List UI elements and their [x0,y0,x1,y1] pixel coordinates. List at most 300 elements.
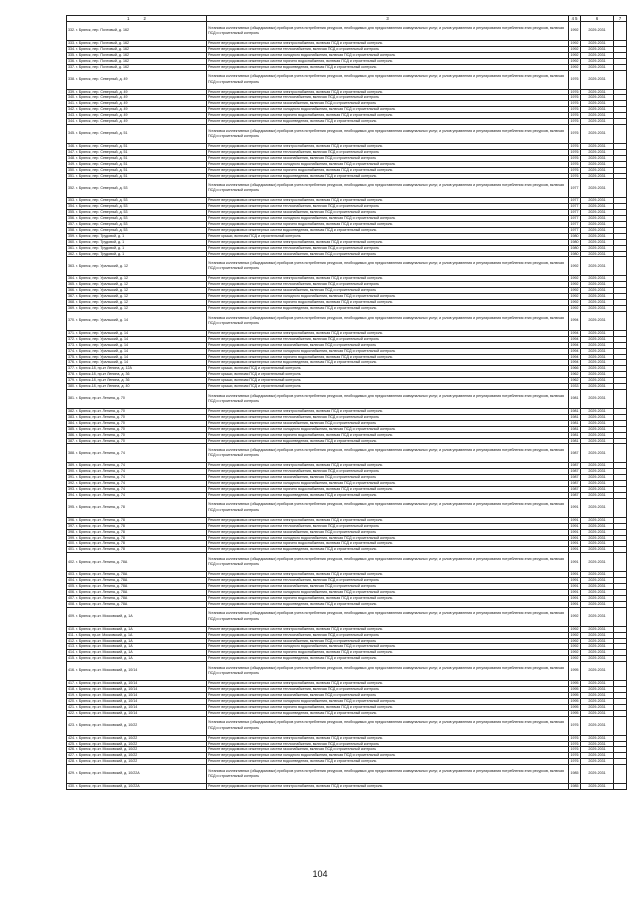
address-text: г. Брянск, пер. Северный, д. 53 [76,185,128,190]
work-type-cell: Ремонт внутридомовых инженерных систем водоотведения, включая ПСД и строительный контроль [207,119,569,125]
row-number: 361. [68,245,75,250]
year-cell: 1995 [570,692,579,697]
row-number: 388. [68,450,75,455]
row-number: 429. [68,771,75,776]
row-number: 404. [68,578,75,583]
row-number: 376. [68,360,75,365]
period-cell: 2029-2031 [581,336,614,342]
row-number: 405. [68,584,75,589]
year-cell: 1991 [570,535,579,540]
year-cell: 1992 [570,626,579,631]
period-cell: 2029-2031 [581,716,614,735]
period-cell: 2029-2031 [581,692,614,698]
row-number: 340. [68,95,75,100]
year-cell: 1991 [570,572,579,577]
period-cell: 2029-2031 [581,342,614,348]
table-row [67,662,627,681]
period-cell: 2029-2031 [581,632,614,638]
address-cell [67,607,207,626]
row-number: 350. [68,167,75,172]
year-cell: 1991 [570,584,579,589]
address-text: г. Брянск, пер. Северный, д. 51 [76,131,128,136]
row-number: 402. [68,559,75,564]
address-text: г. Брянск, пр-кт. Московский, д. 1А [76,614,133,619]
address-text: г. Брянск, пр-кт. Ленина, д. 78 [76,535,125,540]
row-number: 414. [68,650,75,655]
work-type-cell: Ремонт внутридомовых инженерных систем холодного водоснабжения, включая ПСД и строительный контроль [207,294,569,300]
address-text: г. Брянск, пер. Уральский, д. 14 [76,354,128,359]
year-cell: 1976 [570,753,579,758]
work-type-cell: Ремонт внутридомовых инженерных систем холодного водоснабжения, включая ПСД и строительный контроль [207,698,569,704]
year-cell: 1977 [570,210,579,215]
year-cell: 1980 [570,239,579,244]
year-cell: 1992 [570,288,579,293]
period-cell: 2029-2031 [581,222,614,228]
address-text: г. Брянск, пер. Северный, д. 53 [76,222,128,227]
address-text: г. Брянск, пр-кт. Ленина, д. 78 [76,523,125,528]
year-cell: 1976 [569,716,581,735]
year-cell: 1981 [570,414,579,419]
year-cell: 1991 [570,595,579,600]
address-text: г. Брянск, пр-кт. Московский, д. 10/14 [76,692,138,697]
address-text: г. Брянск, пр-кт. Московский, д. 1А [76,626,133,631]
row-number: 430. [68,784,75,789]
row-number: 383. [68,414,75,419]
period-cell: 2029-2031 [581,747,614,753]
period-cell: 2029-2031 [581,607,614,626]
address-text: г. Брянск, пр-кт. Ленина, д. 70 [76,426,125,431]
row-number: 407. [68,595,75,600]
work-type-cell: Ремонт внутридомовых инженерных систем электроснабжения, включая ПСД и строительный контроль [207,572,569,578]
row-number: 365. [68,282,75,287]
year-cell: 1987 [570,475,579,480]
year-cell: 1985 [569,765,581,784]
empty-cell [614,311,627,330]
table-row [67,553,627,572]
work-type-cell: Ремонт внутридомовых инженерных систем электроснабжения, включая ПСД и строительный контроль [207,143,569,149]
work-type-cell: Установка коллективных (общедомовых) приборов учета потребления ресурсов, необходимых для предоставления коммунальных услуг, и узлов управления и регулирования потребления этих ресурсов, включая ПСД и строительный контроль [207,607,569,626]
empty-cell [614,553,627,572]
work-type-cell: Ремонт внутридомовых инженерных систем холодного водоснабжения, включая ПСД и строительный контроль [207,426,569,432]
address-cell [67,553,207,572]
empty-cell [614,70,627,89]
period-cell: 2029-2031 [581,463,614,469]
year-cell: 1994 [570,348,579,353]
row-number: 348. [68,155,75,160]
year-cell: 1977 [570,204,579,209]
address-text: г. Брянск, пр-кт. Ленина, д. 70 [76,396,125,401]
period-cell: 2029-2031 [581,204,614,210]
period-cell: 2029-2031 [581,198,614,204]
year-cell: 1980 [570,245,579,250]
period-cell: 2029-2031 [581,64,614,70]
period-cell: 2029-2031 [581,107,614,113]
address-text: г. Брянск, пр-кт. Ленина, д. 78 [76,541,125,546]
address-text: г. Брянск, пер. Уральский, д. 14 [76,342,128,347]
period-cell: 2029-2031 [581,210,614,216]
table-row [67,179,627,198]
work-type-cell: Ремонт внутридомовых инженерных систем водоотведения, включая ПСД и строительный контроль [207,306,569,312]
address-text: г. Брянск, пр-кт. Ленина, д. 78А [76,601,128,606]
period-cell: 2029-2031 [581,372,614,378]
address-text: г. Брянск, пер. Северный, д. 53 [76,210,128,215]
row-number: 387. [68,438,75,443]
row-number: 417. [68,681,75,686]
work-type-cell: Ремонт внутридомовых инженерных систем водоотведения, включая ПСД и строительный контроль [207,64,569,70]
row-number: 390. [68,469,75,474]
work-type-cell: Ремонт внутридомовых инженерных систем водоотведения, включая ПСД и строительный контроль [207,759,569,765]
work-type-cell: Установка коллективных (общедомовых) приборов учета потребления ресурсов, необходимых для предоставления коммунальных услуг, и узлов управления и регулирования потребления этих ресурсов, включая ПСД и строительный контроль [207,716,569,735]
row-number: 360. [68,239,75,244]
row-number: 424. [68,735,75,740]
row-number: 349. [68,161,75,166]
year-cell: 1995 [570,687,579,692]
row-number: 378. [68,372,75,377]
period-cell: 2029-2031 [581,535,614,541]
year-cell: 1992 [570,52,579,57]
work-type-cell: Ремонт внутридомовых инженерных систем теплоснабжения, включая ПСД и строительный контроль [207,687,569,693]
row-number: 338. [68,76,75,81]
address-text: г. Брянск, пр-кт. Московский, д. 10/22 [76,753,138,758]
work-type-cell: Ремонт внутридомовых инженерных систем газоснабжения, включая ПСД и строительный контроль [207,288,569,294]
year-cell: 1980 [570,233,579,238]
year-cell: 1992 [570,294,579,299]
period-cell: 2029-2031 [581,687,614,693]
work-type-cell: Ремонт внутридомовых инженерных систем газоснабжения, включая ПСД и строительный контроль [207,342,569,348]
work-type-cell: Ремонт крыши, включая ПСД и строительный контроль [207,378,569,384]
work-type-cell: Установка коллективных (общедомовых) приборов учета потребления ресурсов, необходимых для предоставления коммунальных услуг, и узлов управления и регулирования потребления этих ресурсов, включая ПСД и строительный контроль [207,553,569,572]
work-type-cell: Ремонт внутридомовых инженерных систем теплоснабжения, включая ПСД и строительный контроль [207,741,569,747]
work-type-cell: Ремонт внутридомовых инженерных систем водоотведения, включая ПСД и строительный контроль [207,492,569,498]
row-number: 423. [68,722,75,727]
work-type-cell: Ремонт внутридомовых инженерных систем электроснабжения, включая ПСД и строительный контроль [207,198,569,204]
row-number: 373. [68,342,75,347]
address-cell [67,498,207,517]
row-number: 364. [68,276,75,281]
address-text: г. Брянск, пер. Северный, д. 49 [76,95,128,100]
address-cell [67,22,207,41]
row-number: 351. [68,173,75,178]
row-number: 416. [68,668,75,673]
work-type-cell: Ремонт внутридомовых инженерных систем холодного водоснабжения, включая ПСД и строительный контроль [207,535,569,541]
row-number: 391. [68,475,75,480]
row-number: 368. [68,300,75,305]
work-type-cell: Установка коллективных (общедомовых) приборов учета потребления ресурсов, необходимых для предоставления коммунальных услуг, и узлов управления и регулирования потребления этих ресурсов, включая ПСД и строительный контроль [207,662,569,681]
address-text: г. Брянск, пр-кт. Ленина, д. 74 [76,469,125,474]
year-cell: 1992 [570,276,579,281]
period-cell: 2029-2031 [581,300,614,306]
work-type-cell: Ремонт внутридомовых инженерных систем электроснабжения, включая ПСД и строительный контроль [207,463,569,469]
year-cell: 1987 [570,492,579,497]
address-text: г. Брянск, пер. Северный, д. 49 [76,89,128,94]
work-type-cell: Ремонт внутридомовых инженерных систем теплоснабжения, включая ПСД и строительный контроль [207,46,569,52]
row-number: 396. [68,517,75,522]
address-text: г. Брянск, пер. Северный, д. 49 [76,119,128,124]
period-cell: 2029-2031 [581,498,614,517]
period-cell: 2029-2031 [581,161,614,167]
period-cell: 2029-2031 [581,311,614,330]
row-number: 379. [68,378,75,383]
row-number: 419. [68,692,75,697]
work-type-cell: Ремонт крыши, включая ПСД и строительный контроль [207,384,569,390]
year-cell: 1985 [570,784,579,789]
period-cell: 2029-2031 [581,444,614,463]
address-text: г. Брянск, пр-кт. Московский, д. 1А [75,632,133,637]
year-cell: 1976 [570,759,579,764]
empty-cell [614,124,627,143]
year-cell: 1991 [570,601,579,606]
period-cell: 2029-2031 [581,698,614,704]
table-row [67,311,627,330]
period-cell: 2029-2031 [581,765,614,784]
year-cell: 1992 [570,650,579,655]
address-text: г. Брянск, пер. Северный, д. 51 [76,149,128,154]
address-text: г. Брянск, пр-кт. Московский, д. 10/14 [76,698,138,703]
work-type-cell: Ремонт внутридомовых инженерных систем горячего водоснабжения, включая ПСД и строительный контроль [207,704,569,710]
work-type-cell: Ремонт внутридомовых инженерных систем горячего водоснабжения, включая ПСД и строительный контроль [207,354,569,360]
address-text: г. Брянск, пер. Уральский, д. 12 [76,263,128,268]
col-header-6: 6 [581,16,614,22]
address-text: г. Брянск, пер. Уральский, д. 14 [76,330,128,335]
period-cell: 2029-2031 [581,595,614,601]
work-type-cell: Ремонт внутридомовых инженерных систем холодного водоснабжения, включая ПСД и строительный контроль [207,348,569,354]
row-number: 352. [68,185,75,190]
address-text: г. Брянск, пер. Уральский, д. 12 [76,276,128,281]
period-cell: 2029-2031 [581,517,614,523]
work-type-cell: Ремонт внутридомовых инженерных систем холодного водоснабжения, включая ПСД и строительный контроль [207,52,569,58]
year-cell: 1994 [570,360,579,365]
row-number: 345. [68,131,75,136]
address-text: г. Брянск, пр-кт. Ленина, д. 78А [76,584,128,589]
year-cell: 1992 [570,656,579,661]
address-text: г. Брянск, пр-кт. Ленина, д. 78А [76,595,128,600]
year-cell: 1992 [570,300,579,305]
row-number: 337. [68,64,75,69]
year-cell: 1994 [569,311,581,330]
row-number: 374. [68,348,75,353]
year-cell: 1987 [569,444,581,463]
address-text: г. Брянск, пр-кт. Московский, д. 10/14 [76,687,138,692]
row-number: 418. [68,687,75,692]
year-cell: 1991 [569,498,581,517]
period-cell: 2029-2031 [581,650,614,656]
row-number: 413. [68,644,75,649]
period-cell: 2029-2031 [581,22,614,41]
empty-cell [614,607,627,626]
period-cell: 2029-2031 [581,741,614,747]
period-cell: 2029-2031 [581,656,614,662]
year-cell: 1977 [569,179,581,198]
address-text: г. Брянск, пер. Уральский, д. 12 [76,282,128,287]
period-cell: 2029-2031 [581,408,614,414]
period-cell: 2029-2031 [581,710,614,716]
work-type-cell: Установка коллективных (общедомовых) приборов учета потребления ресурсов, необходимых для предоставления коммунальных услуг, и узлов управления и регулирования потребления этих ресурсов, включая ПСД и строительный контроль [207,765,569,784]
period-cell: 2029-2031 [581,638,614,644]
period-cell: 2029-2031 [581,426,614,432]
work-type-cell: Установка коллективных (общедомовых) приборов учета потребления ресурсов, необходимых для предоставления коммунальных услуг, и узлов управления и регулирования потребления этих ресурсов, включая ПСД и строительный контроль [207,311,569,330]
period-cell: 2029-2031 [581,590,614,596]
address-text: г. Брянск, пр-кт. Ленина, д. 70 [76,438,125,443]
address-text: г. Брянск, пр-кт. Ленина, д. 78А [76,578,128,583]
row-number: 353. [68,198,75,203]
work-type-cell: Ремонт внутридомовых инженерных систем водоотведения, включая ПСД и строительный контроль [207,710,569,716]
row-number: 334. [68,46,75,51]
row-number: 358. [68,227,75,232]
row-number: 371. [68,330,75,335]
period-cell: 2029-2031 [581,155,614,161]
row-number: 375. [68,354,75,359]
empty-cell [614,444,627,463]
work-type-cell: Ремонт внутридомовых инженерных систем горячего водоснабжения, включая ПСД и строительный контроль [207,650,569,656]
address-text: г. Брянск, пр-кт. Ленина, д. 74 [76,475,125,480]
work-type-cell: Ремонт внутридомовых инженерных систем газоснабжения, включая ПСД и строительный контроль [207,251,569,257]
empty-cell [614,179,627,198]
year-cell: 1977 [570,216,579,221]
year-cell: 1992 [569,257,581,276]
address-text: г. Брянск, пр-кт. Ленина, д. 78А [76,559,128,564]
repair-schedule-table [66,15,627,790]
work-type-cell: Ремонт внутридомовых инженерных систем теплоснабжения, включая ПСД и строительный контроль [207,245,569,251]
year-cell: 1991 [570,590,579,594]
address-text: г. Брянск, пер. Уральский, д. 14 [76,336,128,341]
period-cell: 2029-2031 [581,584,614,590]
year-cell: 1977 [570,198,579,203]
year-cell: 1994 [570,330,579,335]
period-cell: 2029-2031 [581,167,614,173]
work-type-cell: Ремонт внутридомовых инженерных систем теплоснабжения, включая ПСД и строительный контроль [207,336,569,342]
year-cell: 1976 [570,735,579,740]
row-number: 335. [68,52,75,57]
address-text: г. Брянск, пр-кт. Московский, д. 10/22А [76,771,140,776]
work-type-cell: Ремонт внутридомовых инженерных систем электроснабжения, включая ПСД и строительный контроль [207,276,569,282]
row-number: 393. [68,487,75,492]
work-type-cell: Ремонт внутридомовых инженерных систем газоснабжения, включая ПСД и строительный контроль [207,584,569,590]
row-number: 380. [68,384,75,389]
work-type-cell: Ремонт внутридомовых инженерных систем горячего водоснабжения, включая ПСД и строительный контроль [207,58,569,64]
period-cell: 2029-2031 [581,251,614,257]
row-number: 333. [68,41,75,45]
period-cell: 2029-2031 [581,89,614,95]
row-number: 357. [68,222,75,227]
address-text: г. Брянск, пер. Трудовой, д. 1 [76,245,125,250]
row-number: 370. [68,318,75,323]
row-number: 425. [68,741,75,746]
address-text: г. Брянск, пр-кт. Московский, д. 10/22А [76,784,140,789]
period-cell: 2029-2031 [581,578,614,584]
address-cell [67,765,207,784]
work-type-cell: Ремонт внутридомовых инженерных систем горячего водоснабжения, включая ПСД и строительный контроль [207,300,569,306]
period-cell: 2029-2031 [581,216,614,222]
year-cell: 1962 [570,372,579,377]
row-number: 343. [68,113,75,118]
work-type-cell: Установка коллективных (общедомовых) приборов учета потребления ресурсов, необходимых для предоставления коммунальных услуг, и узлов управления и регулирования потребления этих ресурсов, включая ПСД и строительный контроль [207,444,569,463]
row-number: 377. [68,366,75,371]
period-cell: 2029-2031 [581,52,614,58]
year-cell: 1992 [570,41,579,45]
empty-cell [614,716,627,735]
row-number: 409. [68,614,75,619]
work-type-cell: Ремонт крыши, включая ПСД и строительный контроль [207,366,569,372]
work-type-cell: Установка коллективных (общедомовых) приборов учета потребления ресурсов, необходимых для предоставления коммунальных услуг, и узлов управления и регулирования потребления этих ресурсов, включая ПСД и строительный контроль [207,498,569,517]
period-cell: 2029-2031 [581,572,614,578]
year-cell: 1976 [570,741,579,746]
year-cell: 1977 [570,222,579,227]
work-type-cell: Ремонт внутридомовых инженерных систем холодного водоснабжения, включая ПСД и строительный контроль [207,107,569,113]
period-cell: 2029-2031 [581,239,614,245]
period-cell: 2029-2031 [581,282,614,288]
work-type-cell: Ремонт внутридомовых инженерных систем теплоснабжения, включая ПСД и строительный контроль [207,578,569,584]
year-cell: 1992 [570,644,579,649]
period-cell: 2029-2031 [581,233,614,239]
table-row [67,22,627,41]
col-header-3: 3 [207,16,569,22]
address-text: г. Брянск, пр-кт. Ленина, д. 74 [76,481,125,486]
period-cell: 2029-2031 [581,276,614,282]
period-cell: 2029-2031 [581,753,614,759]
address-text: г. Брянск, пер. Северный, д. 51 [76,155,128,160]
address-cell [67,70,207,89]
year-cell: 1976 [570,89,579,94]
period-cell: 2029-2031 [581,227,614,233]
year-cell: 1976 [570,113,579,118]
period-cell: 2029-2031 [581,469,614,475]
period-cell: 2029-2031 [581,601,614,607]
work-type-cell: Ремонт внутридомовых инженерных систем водоотведения, включая ПСД и строительный контроль [207,656,569,662]
address-text: г. Брянск, пр-кт. Московский, д. 1А [76,638,133,643]
period-cell: 2029-2031 [581,179,614,198]
row-number: 341. [68,101,75,106]
empty-cell [614,765,627,784]
year-cell: 1966 [570,366,579,371]
address-text: г. Брянск, пер. Северный, д. 51 [76,173,128,178]
work-type-cell: Ремонт внутридомовых инженерных систем горячего водоснабжения, включая ПСД и строительный контроль [207,595,569,601]
table-row [67,124,627,143]
empty-cell [614,498,627,517]
year-cell: 1992 [570,306,579,310]
address-text: г. Брянск, пер. Почтовый, д. 162 [76,46,129,51]
address-text: г. Брянск, пр-кт. Московский, д. 10/22 [76,747,138,752]
period-cell: 2029-2031 [581,330,614,336]
address-text: г. Брянск, пер. Северный, д. 53 [76,198,128,203]
period-cell: 2029-2031 [581,294,614,300]
year-cell: 1981 [570,438,579,443]
year-cell: 1992 [570,632,579,637]
period-cell: 2029-2031 [581,626,614,632]
period-cell: 2029-2031 [581,529,614,535]
address-text: г. Брянск, пер. Северный, д. 51 [76,167,128,172]
address-cell [67,311,207,330]
row-number: 356. [68,216,75,221]
period-cell: 2029-2031 [581,119,614,125]
work-type-cell: Ремонт внутридомовых инженерных систем газоснабжения, включая ПСД и строительный контроль [207,155,569,161]
address-text: г. Брянск, пр-кт. Ленина, д. 70 [76,420,125,425]
address-text: г. Брянск, пер. Почтовый, д. 162 [76,28,129,33]
year-cell: 1991 [570,541,579,546]
work-type-cell: Ремонт крыши, включая ПСД и строительный контроль [207,372,569,378]
work-type-cell: Ремонт внутридомовых инженерных систем водоотведения, включая ПСД и строительный контроль [207,601,569,607]
work-type-cell: Ремонт внутридомовых инженерных систем горячего водоснабжения, включая ПСД и строительный контроль [207,167,569,173]
work-type-cell: Ремонт внутридомовых инженерных систем электроснабжения, включая ПСД и строительный контроль [207,735,569,741]
address-cell [67,716,207,735]
address-text: г. Брянск, пер. Трудовой, д. 1 [76,233,125,238]
row-number: 346. [68,143,75,148]
work-type-cell: Установка коллективных (общедомовых) приборов учета потребления ресурсов, необходимых для предоставления коммунальных услуг, и узлов управления и регулирования потребления этих ресурсов, включая ПСД и строительный контроль [207,389,569,408]
row-number: 336. [68,58,75,63]
period-cell: 2029-2031 [581,58,614,64]
year-cell: 1987 [570,469,579,474]
address-text: г. Брянск, пер. Северный, д. 53 [76,216,128,221]
work-type-cell: Ремонт внутридомовых инженерных систем газоснабжения, включая ПСД и строительный контроль [207,529,569,535]
